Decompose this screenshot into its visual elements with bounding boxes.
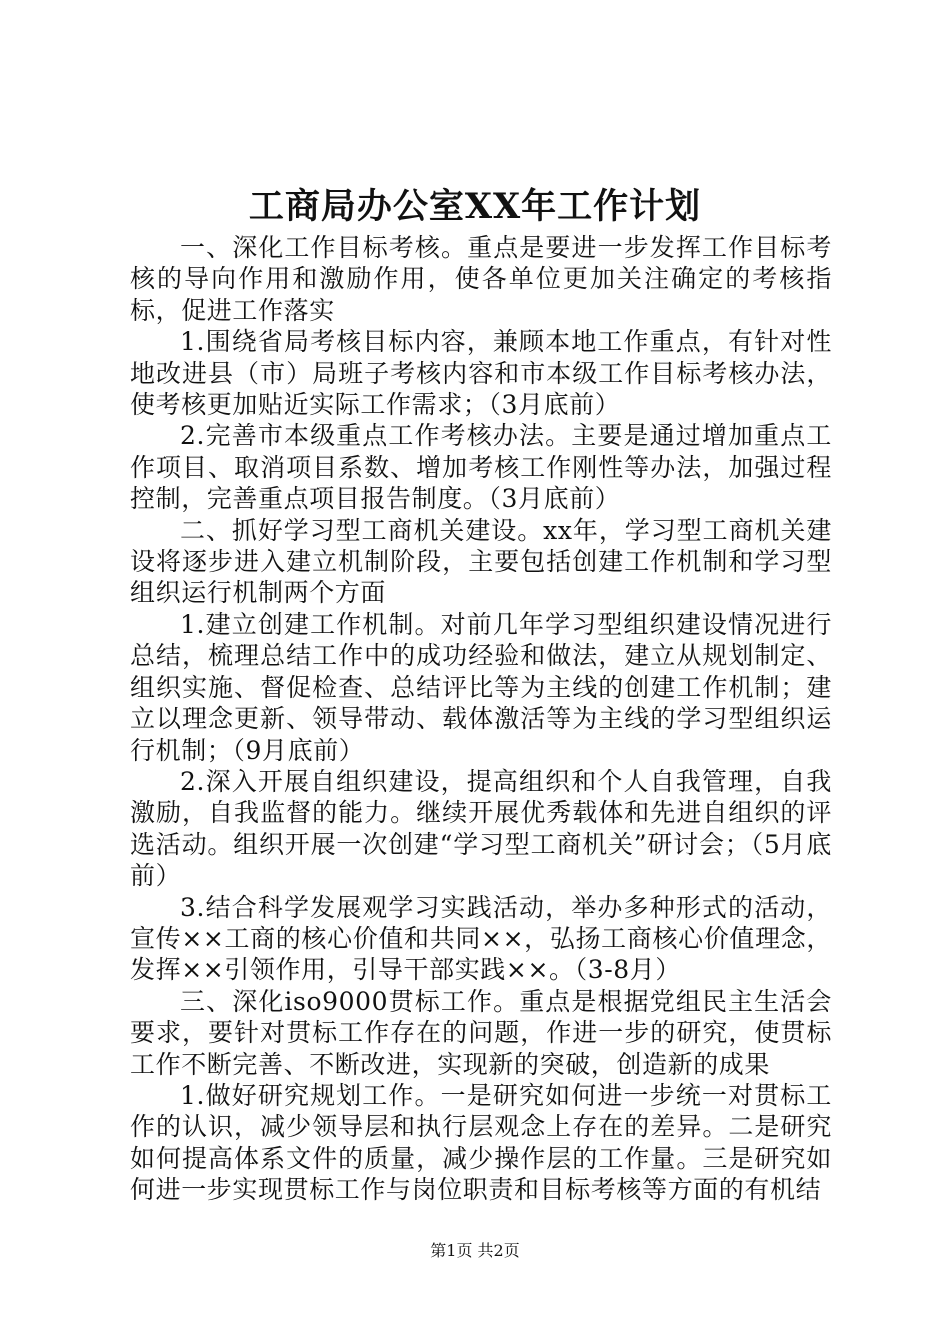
paragraph: 3.结合科学发展观学习实践活动，举办多种形式的活动，宣传××工商的核心价值和共同××，弘扬工商核心价值理念，发挥××引领作用，引导干部实践××。（3-8月）: [130, 892, 832, 985]
paragraph: 1.做好研究规划工作。一是研究如何进一步统一对贯标工作的认识，减少领导层和执行层观念上存在的差异。二是研究如何提高体系文件的质量，减少操作层的工作量。三是研究如何进一步实现贯标工作与岗位职责和目标考核等方面的有机结: [130, 1080, 832, 1205]
paragraph: 二、抓好学习型工商机关建设。xx年，学习型工商机关建设将逐步进入建立机制阶段，主要包括创建工作机制和学习型组织运行机制两个方面: [130, 515, 832, 608]
document-title: 工商局办公室XX年工作计划: [248, 186, 702, 227]
page-number-footer: 第1页 共2页: [430, 1241, 520, 1260]
paragraph: 三、深化iso9000贯标工作。重点是根据党组民主生活会要求，要针对贯标工作存在的问题，作进一步的研究，使贯标工作不断完善、不断改进，实现新的突破，创造新的成果: [130, 986, 832, 1079]
paragraph: 1.建立创建工作机制。对前几年学习型组织建设情况进行总结，梳理总结工作中的成功经验和做法，建立从规划制定、组织实施、督促检查、总结评比等为主线的创建工作机制；建立以理念更新、领导带动、载体激活等为主线的学习型组织运行机制；（9月底前）: [130, 609, 832, 765]
paragraph: 2.完善市本级重点工作考核办法。主要是通过增加重点工作项目、取消项目系数、增加考核工作刚性等办法，加强过程控制，完善重点项目报告制度。（3月底前）: [130, 421, 832, 514]
paragraph: 2.深入开展自组织建设，提高组织和个人自我管理，自我激励，自我监督的能力。继续开展优秀载体和先进自组织的评选活动。组织开展一次创建“学习型工商机关”研讨会；（5月底前）: [130, 766, 832, 891]
paragraph: 一、深化工作目标考核。重点是要进一步发挥工作目标考核的导向作用和激励作用，使各单位更加关注确定的考核指标，促进工作落实: [130, 233, 832, 325]
paragraph: 1.围绕省局考核目标内容，兼顾本地工作重点，有针对性地改进县（市）局班子考核内容和市本级工作目标考核办法，使考核更加贴近实际工作需求；（3月底前）: [130, 327, 832, 420]
document-body: [130, 232, 832, 1206]
